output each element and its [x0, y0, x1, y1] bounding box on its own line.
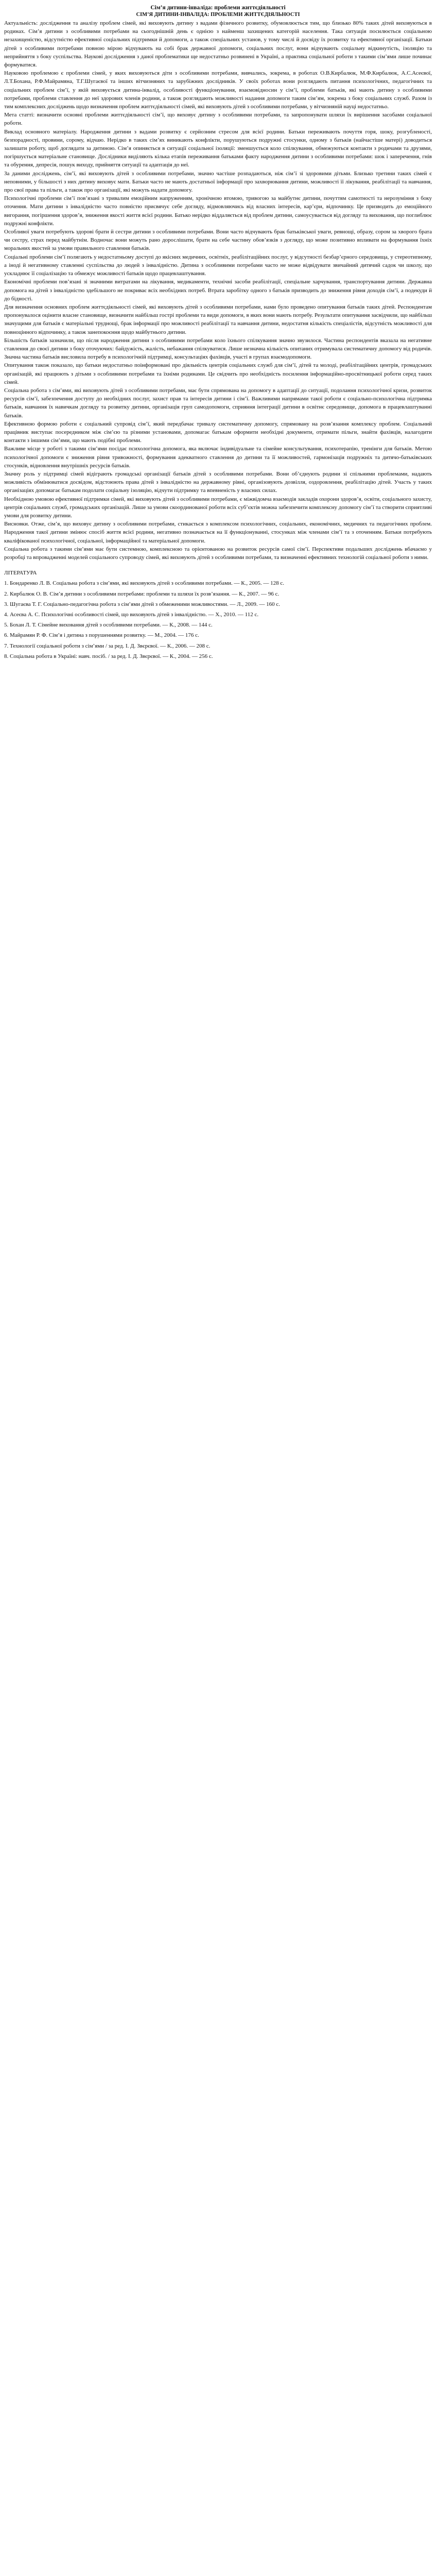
- body-paragraph: Економічні проблеми пов’язані зі значними витратами на лікування, медикаменти, технічні засоби реабілітації, спеціальне харчування, транспортування дитини. Державна допомога на дітей з інвалідністю здебільшого не покриває всіх необхідних потреб. Втрата заробітку одного з батьків призводить до зниження рівня доходів сім’ї, а подекуди й до бідності.: [4, 279, 432, 302]
- references-list: [4, 579, 432, 660]
- body-paragraph: Психологічні проблеми сім’ї пов’язані з тривалим емоційним напруженням, хронічною втомою, тривогою за майбутнє дитини, почуттям самотності та нерозуміння з боку оточення. Мати дитини з інвалідністю часто повністю присвячує себе догляду, відмовляючись від власних інтересів, кар’єри, відпочинку. Це призводить до емоційного вигорання, погіршення здоров’я, зниження якості життя всієї родини. Батько нерідко віддаляється від проблем дитини, самоусувається від догляду та виховання, що поглиблює подружні конфлікти.: [4, 195, 432, 227]
- references-heading: ЛІТЕРАТУРА: [4, 570, 37, 577]
- reference-item: 1. Бондаренко Л. В. Соціальна робота з сім’ями, які виховують дітей з особливими потребами. — К., 2005. — 128 с.: [4, 580, 284, 587]
- reference-item: 3. Шугаєва Т. Г. Соціально-педагогічна робота з сім’ями дітей з обмеженими можливостями. — Л., 2009. — 160 с.: [4, 601, 280, 607]
- body-paragraph: Соціальна робота з сім’ями, які виховують дітей з особливими потребами, має бути спрямована на допомогу в адаптації до ситуації, подолання психологічної кризи, розвиток ресурсів сім’ї, забезпечення доступу до необхідних послуг, захист прав та інтересів дитини і сім’ї. Важливими напрямами такої роботи є соціально-психологічна підтримка батьків, навчання їх навичкам догляду та розвитку дитини, організація груп самодопомоги, сприяння інтеграції дитини в освітнє середовище, допомога в працевлаштуванні батьків.: [4, 387, 432, 419]
- body-paragraph: Необхідною умовою ефективної підтримки сімей, які виховують дітей з особливими потребами, є міжвідомча взаємодія закладів охорони здоров’я, освіти, соціального захисту, центрів соціальних служб, громадських організацій. Лише за умови скоординованої роботи всіх суб’єктів можна забезпечити комплексну допомогу сім’ї та створити сприятливі умови для розвитку дитини.: [4, 496, 432, 519]
- reference-item: 2. Кирбалюк О. В. Сім’я дитини з особливими потребами: проблеми та шляхи їх розв’язання. — К., 2007. — 96 с.: [4, 590, 280, 597]
- reference-item: 7. Технології соціальної роботи з сім’ями / за ред. І. Д. Звєрєвої. — К., 2006. — 208 с.: [4, 642, 211, 649]
- body-paragraph: Соціальні проблеми сім’ї полягають у недостатньому доступі до якісних медичних, освітніх, реабілітаційних послуг, у відсутності безбар’єрного середовища, у стереотипному, а іноді й негативному ставленні суспільства до людей з інвалідністю. Дитина з особливими потребами часто не може відвідувати звичайний дитячий садок чи школу, що ускладнює її соціалізацію та обмежує можливості батьків щодо працевлаштування.: [4, 253, 432, 277]
- body-paragraph: Значну роль у підтримці сімей відіграють громадські організації батьків дітей з особливими потребами. Вони об’єднують родини зі спільними проблемами, надають можливість обмінюватися досвідом, відстоюють права дітей з інвалідністю на державному рівні, організовують дозвілля, оздоровлення, реабілітацію дітей. Участь у таких організаціях допомагає батькам подолати соціальну ізоляцію, відчути підтримку та впевненість у власних силах.: [4, 470, 432, 494]
- reference-item: 5. Бохан Л. Т. Сімейне виховання дітей з особливими потребами. — К., 2008. — 144 с.: [4, 622, 213, 629]
- reference-item: 6. Майрамян Р. Ф. Сім’я і дитина з порушеннями розвитку. — М., 2004. — 176 с.: [4, 632, 199, 639]
- body-paragraph: Актуальність: дослідження та аналізу проблем сімей, які виховують дитину з вадами фізичного розвитку, обумовлюється тим, що близько 80% таких дітей виховуються в родинах. Сім’я дитини з особливими потребами на сьогоднішній день є однією з найменш захищених категорій населення. Така ситуація посилюється соціальною незахищеністю, відсутністю ефективної соціальних підтримки й допомоги, а також спеціальних установ, у тому числі й досвіду їх розвитку та ефективної організації. Батьки дітей з особливими потребами повною мірою відчувають на собі брак державної допомоги, соціальних послуг, вони відчувають соціальну відкинутість, ізоляцію та неприйняття з боку суспільства. Наукові дослідження з даної проблематики ще недостатньо розвинені в Україні, а практика соціальної роботи з такими сім’ями лише починає формуватися.: [4, 20, 432, 69]
- reference-item: 8. Соціальна робота в Україні: навч. посіб. / за ред. І. Д. Звєрєвої. — К., 2004. — 256 с.: [4, 653, 213, 659]
- body-paragraph: Висновки. Отже, сім’я, що виховує дитину з особливими потребами, стикається з комплексом психологічних, соціальних, економічних, медичних та педагогічних проблем. Народження такої дитини змінює спосіб життя всієї родини, негативно позначається на її функціонуванні, стосунках між членами сім’ї та з оточенням. Батьки потребують кваліфікованої психологічної, соціальної, інформаційної та матеріальної допомоги.: [4, 521, 432, 544]
- document-title: Сім’я дитини-інваліда: проблеми життєдіяльності: [150, 5, 286, 11]
- body-paragraph: Соціальна робота з такими сім’ями має бути системною, комплексною та орієнтованою на розвиток ресурсів самої сім’ї. Перспективи подальших досліджень вбачаємо у розробці та впровадженні моделей соціального супроводу сімей, які виховують дітей з особливими потребами, та визначенні ефективних технологій соціальної роботи з ними.: [4, 546, 432, 561]
- document-body: [4, 19, 432, 562]
- body-paragraph: Більшість батьків зазначили, що після народження дитини з особливими потребами коло їхнього спілкування значно звузилося. Частина респондентів вказала на негативне ставлення до своєї дитини з боку оточуючих: байдужість, жалість, небажання спілкуватися. Лише незначна кількість опитаних отримувала систематичну допомогу від родичів. Значна частина батьків висловила потребу в психологічній підтримці, консультаціях фахівців, участі в групах взаємодопомоги.: [4, 337, 432, 361]
- body-paragraph: Ефективною формою роботи є соціальний супровід сім’ї, який передбачає тривалу систематичну допомогу, спрямовану на розв’язання комплексу проблем. Соціальний працівник виступає посередником між сім’єю та різними установами, допомагає батькам оформити необхідні документи, отримати пільги, знайти фахівців, налагодити контакти з іншими сім’ями, що мають подібні проблеми.: [4, 420, 432, 444]
- body-paragraph: Науковою проблемою є проблеми сімей, у яких виховуються діти з особливими потребами, вивчались, зокрема, в роботах О.В.Кирбалюк, М.Ф.Кирбалюк, А.С.Асеєвої, Л.Т.Бохана, Р.Ф.Майрамяна, Т.Г.Шугаєвої та інших вітчизняних та зарубіжних дослідників. У своїх роботах вони розглядають питання психологічних, педагогічних та соціальних проблем сім’ї, у якій виховується дитина-інвалід, особливості функціонування, взаємовідносин у сім’ї, проблеми батьків, які мають дитину з особливими потребами, проблеми ставлення до неї здорових членів родини, а також розглядають можливості надання допомоги таким сім’ям, зокрема з боку соціальних служб. Разом із тим комплексних досліджень щодо визначення проблем життєдіяльності сімей, які виховують дітей з особливими потребами, у вітчизняній науці недостатньо.: [4, 70, 432, 110]
- body-paragraph: Важливе місце у роботі з такими сім’ями посідає психологічна допомога, яка включає індивідуальне та сімейне консультування, психотерапію, тренінги для батьків. Метою психологічної допомоги є зниження рівня тривожності, формування адекватного ставлення до дитини та її можливостей, гармонізація подружніх та дитячо-батьківських стосунків, відновлення внутрішніх ресурсів батьків.: [4, 446, 432, 469]
- body-paragraph: Виклад основного матеріалу. Народження дитини з вадами розвитку є серйозним стресом для всієї родини. Батьки переживають почуття горя, шоку, розгубленості, безпорадності, провини, сорому, відчаю. Нерідко в таких сім’ях виникають конфлікти, порушуються подружні стосунки, одному з батьків (найчастіше матері) доводиться залишати роботу, щоб доглядати за дитиною. Сім’я опиняється в ситуації соціальної ізоляції: зменшується коло спілкування, обмежуються контакти з родичами та друзями, погіршується матеріальне становище. Дослідники виділяють кілька етапів переживання батьками факту народження дитини з особливими потребами: шок і заперечення, гнів та обурення, депресія, пошук виходу, прийняття ситуації та адаптація до неї.: [4, 128, 432, 168]
- body-paragraph: Особливої уваги потребують здорові брати й сестри дитини з особливими потребами. Вони часто відчувають брак батьківської уваги, ревнощі, образу, сором за хворого брата чи сестру, страх перед майбутнім. Водночас вони можуть рано дорослішати, брати на себе частину обов’язків з догляду, що може позитивно впливати на формування їхніх моральних якостей за умови правильного ставлення батьків.: [4, 229, 432, 252]
- body-paragraph: Для визначення основних проблем життєдіяльності сімей, які виховують дітей з особливими потребами, нами було проведено опитування батьків таких дітей. Респондентам пропонувалося оцінити власне становище, визначити найбільш гострі проблеми та види допомоги, в яких вони мають потребу. Результати опитування засвідчили, що найбільш значущими для батьків є матеріальні труднощі, брак інформації про можливості реабілітації та навчання дитини, недостатня кількість спеціалістів, відсутність можливості для повноцінного відпочинку, а також занепокоєння щодо майбутнього дитини.: [4, 303, 432, 335]
- body-paragraph: Опитування також показало, що батьки недостатньо поінформовані про діяльність центрів соціальних служб для сім’ї, дітей та молоді, реабілітаційних центрів, громадських організацій, які працюють з дітьми з особливими потребами та їхніми родинами. Це свідчить про необхідність посилення інформаційно-просвітницької роботи серед таких сімей.: [4, 362, 432, 385]
- body-paragraph: За даними досліджень, сім’ї, які виховують дітей з особливими потребами, значно частіше розпадаються, ніж сім’ї зі здоровими дітьми. Близько третини таких сімей є неповними, у більшості з них дитину виховує мати. Батьки часто не мають достатньої інформації про захворювання дитини, можливості її лікування, реабілітації та навчання, про свої права та пільги, а також про організації, які можуть надати допомогу.: [4, 170, 432, 194]
- body-paragraph: Мета статті: визначити основні проблеми життєдіяльності сім’ї, що виховує дитину з особливими потребами, та запропонувати шляхи їх вирішення засобами соціальної роботи.: [4, 112, 432, 127]
- reference-item: 4. Асеєва А. С. Психологічні особливості сімей, що виховують дітей з інвалідністю. — Х., 2010. — 112 с.: [4, 612, 259, 618]
- document-subtitle: СІМ’Я ДИТИНИ-ІНВАЛІДА: ПРОБЛЕМИ ЖИТТЄДІЯЛЬНОСТІ: [136, 12, 300, 18]
